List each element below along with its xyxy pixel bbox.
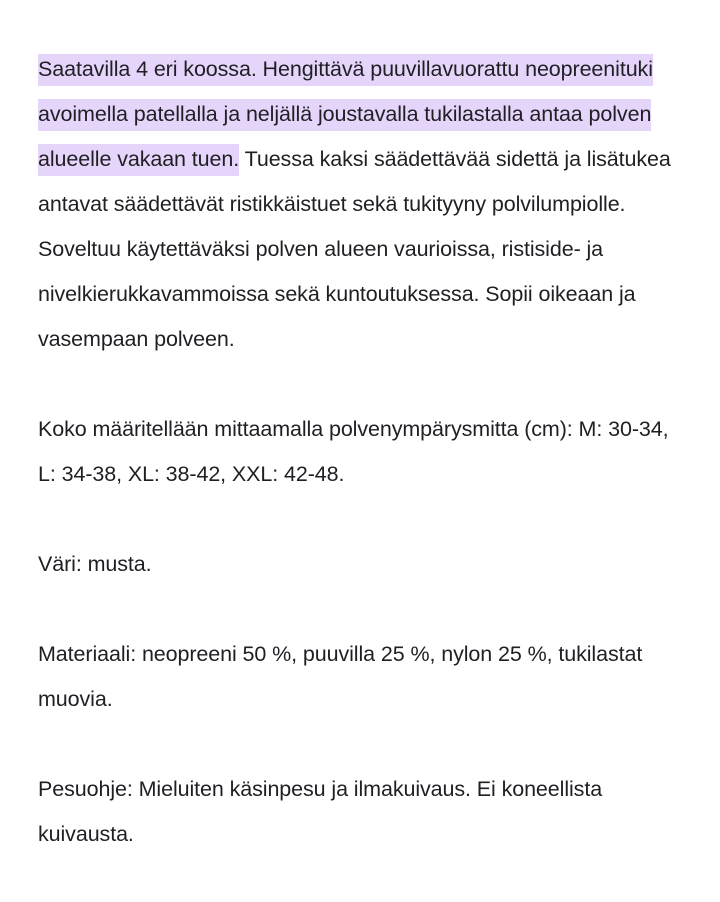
- description-paragraph-material: Materiaali: neopreeni 50 %, puuvilla 25 %, nylon 25 %, tukilastat muovia.: [38, 642, 643, 711]
- description-paragraph-color: Väri: musta.: [38, 552, 152, 576]
- description-paragraph-intro: [38, 47, 688, 362]
- product-description: [38, 47, 688, 902]
- selected-text-highlight[interactable]: Saatavilla 4 eri koossa. Hengittävä puuvillavuorattu neopreenituki avoimella patellalla ja neljällä joustavalla tukilastalla antaa polven alueelle vakaan tuen.: [38, 54, 653, 176]
- intro-text: Tuessa kaksi säädettävää sidettä ja lisätukea antavat säädettävät ristikkäistuet sekä tukityyny polvilumpiolle. Soveltuu käytettäväksi polven alueen vaurioissa, ristiside- ja nivelkierukkavammoissa sekä kuntoutuksessa. Sopii oikeaan ja vasempaan polveen.: [38, 147, 671, 351]
- description-paragraph-care: Pesuohje: Mieluiten käsinpesu ja ilmakuivaus. Ei koneellista kuivausta.: [38, 777, 603, 846]
- description-paragraph-sizes: Koko määritellään mittaamalla polvenympärysmitta (cm): M: 30-34, L: 34-38, XL: 38-42, XXL: 42-48.: [38, 417, 669, 486]
